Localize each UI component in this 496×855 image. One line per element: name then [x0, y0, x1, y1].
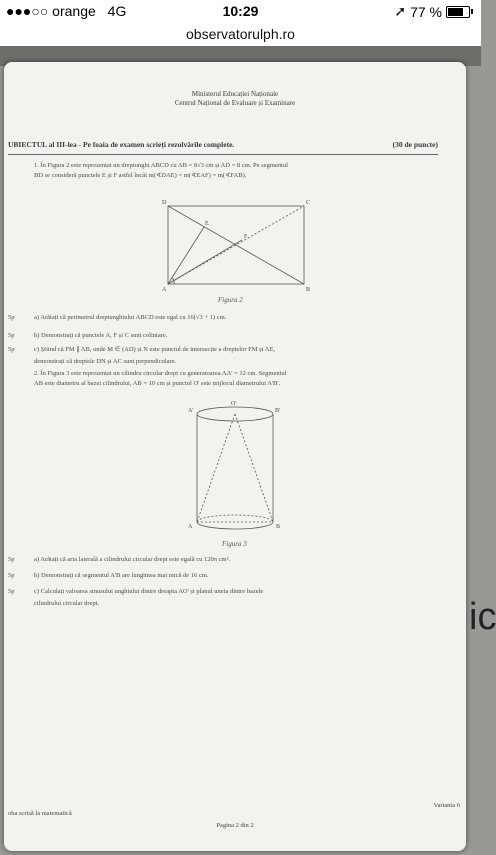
score-1c: 5p — [8, 346, 15, 353]
label-b-prime: B' — [275, 408, 281, 414]
network-type: 4G — [107, 3, 127, 19]
ministry-name: Ministerul Educației Naționale — [191, 90, 279, 98]
item-1c: c) Știind că FM ∥ AB, unde M ∈ (AD) și N este punctul de intersecție a dreptelor FM și AE, — [34, 346, 276, 353]
label-e: E — [205, 221, 209, 227]
label-o-prime: O' — [231, 401, 237, 407]
label-a-prime: A' — [188, 408, 194, 414]
subject-points: (30 de puncte) — [392, 140, 438, 149]
subject-title: UBIECTUL al III-lea - Pe foaia de examen scrieți rezolvările complete. — [8, 140, 235, 149]
footer-left: oba scrisă la matematică — [8, 810, 72, 817]
score-2c: 5p — [8, 588, 15, 595]
location-arrow-icon: ➚ — [394, 3, 407, 19]
battery-tip — [471, 9, 473, 14]
label-c: C — [306, 200, 311, 206]
label-a-bottom: A — [188, 524, 193, 530]
exam-sheet — [4, 62, 466, 851]
subject-heading — [8, 140, 438, 150]
figure-3-caption: Figura 3 — [222, 540, 247, 548]
status-right — [394, 3, 473, 20]
divider — [8, 154, 438, 155]
bottom-base-back — [197, 515, 273, 522]
item-2b: b) Demonstrați că segmentul A'B are lungimea mai mică de 16 cm. — [34, 572, 209, 579]
background-page-glyph: ic — [469, 596, 496, 638]
battery-icon — [446, 6, 470, 18]
score-1b: 5p — [8, 332, 15, 339]
score-2b: 5p — [8, 572, 15, 579]
carrier-name: orange — [52, 3, 96, 19]
status-bar — [0, 0, 481, 22]
problem-1-line-2: BD se consideră punctele E și F astfel încât m(∢DAE) = m(∢EAF) = m(∢FAB). — [34, 172, 247, 179]
label-f: F — [244, 234, 248, 240]
exam-header — [4, 90, 466, 109]
variant-label: Varianta 6 — [433, 802, 460, 809]
problem-2-line-2: AB este diametru al bazei cilindrului, AB = 10 cm și punctul O' este mijlocul diametrului A'B'. — [34, 380, 281, 387]
clock: 10:29 — [222, 3, 259, 19]
figure-2 — [154, 194, 314, 294]
label-d: D — [162, 200, 167, 206]
item-2a: a) Arătați că aria laterală a cilindrului circular drept este egală cu 120π cm². — [34, 556, 231, 563]
score-1a: 5p — [8, 314, 15, 321]
problem-1-line-1: 1. În Figura 2 este reprezentat un dreptunghi ABCD cu AB = 8√3 cm și AD = 8 cm. Pe segmentul — [34, 162, 288, 169]
label-b: B — [306, 287, 311, 293]
segment-ae — [168, 227, 204, 284]
segment-ao1 — [197, 414, 235, 522]
exam-photo[interactable] — [4, 62, 466, 851]
item-2c: c) Calculați valoarea sinusului unghiului dintre dreapta AO' și planul uneia dintre bazele — [34, 588, 264, 595]
signal-dots-icon: ●●●○○ — [6, 3, 49, 19]
url-bar[interactable]: observatorulph.ro — [0, 22, 481, 46]
problem-2-line-1: 2. În Figura 3 este reprezentat un cilindru circular drept cu generatoarea AA' = 12 cm. Segmentul — [34, 370, 287, 377]
battery-percent: 77 % — [410, 3, 442, 20]
figure-2-caption: Figura 2 — [218, 296, 243, 304]
item-1b: b) Demonstrați că punctele A, F și C sunt coliniare. — [34, 332, 168, 339]
bottom-base-front — [197, 522, 273, 529]
item-1c-continued: demonstrați că dreptele DN și AC sunt perpendiculare. — [34, 358, 177, 365]
item-1a: a) Arătați că perimetrul dreptunghiului ABCD este egal cu 16(√3 + 1) cm. — [34, 314, 227, 321]
item-2c-continued: cilindrului circular drept. — [34, 600, 100, 607]
page-number: Pagina 2 din 2 — [216, 822, 254, 829]
label-b-bottom: B — [276, 524, 281, 530]
figure-3 — [180, 398, 290, 538]
center-name: Centrul Național de Evaluare și Examinare — [174, 99, 296, 108]
score-2a: 5p — [8, 556, 15, 563]
segment-bo1 — [235, 414, 273, 522]
label-a: A — [162, 287, 167, 293]
